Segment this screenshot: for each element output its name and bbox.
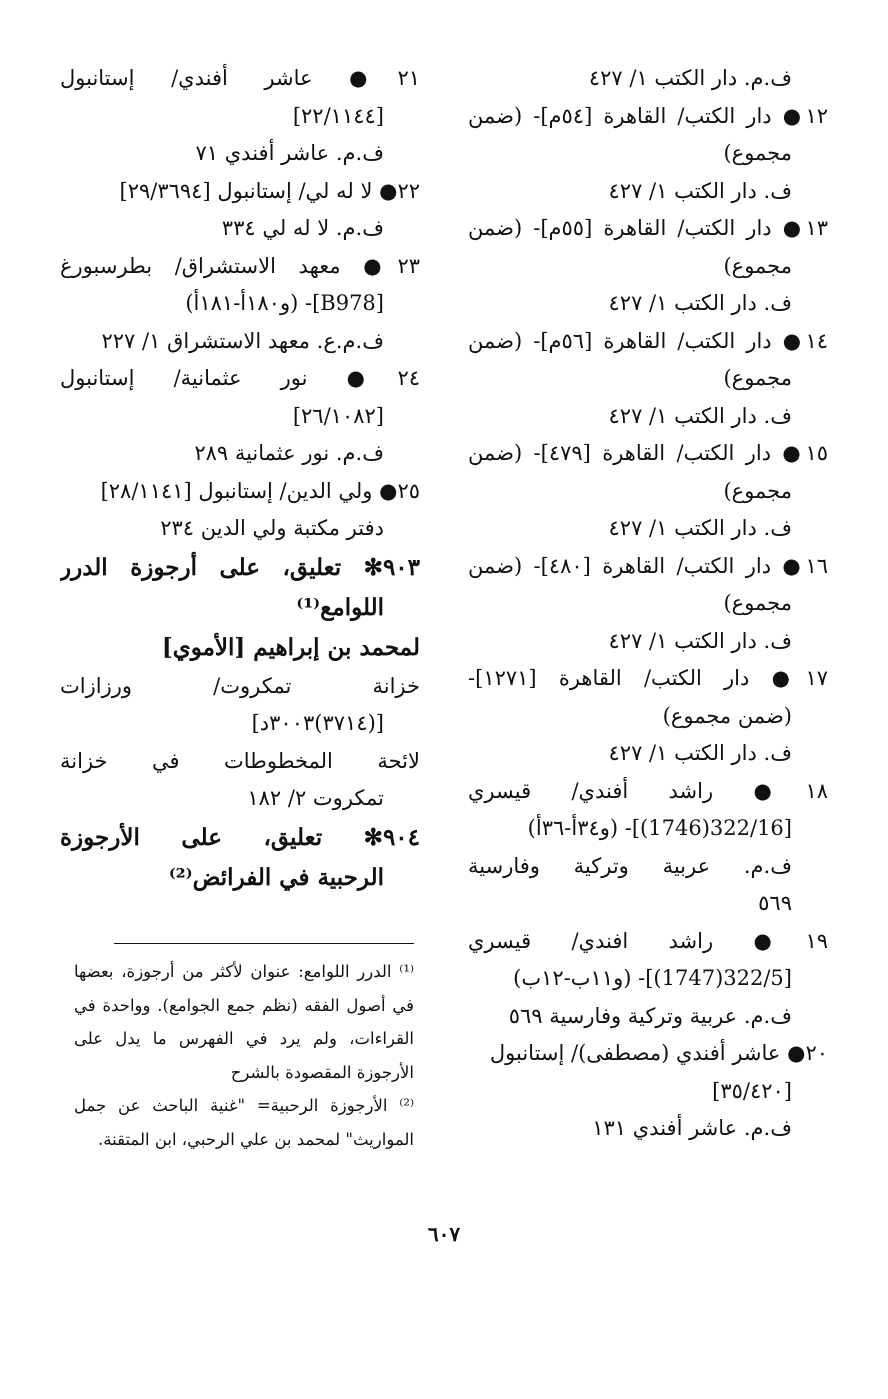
footnotes-line: الأرجوزة المقصودة بالشرح xyxy=(230,1062,414,1082)
right-column-line: ١٢● دار الكتب/ القاهرة [٥٤م]- (ضمن xyxy=(468,103,828,128)
right-column-line: ف.م. عاشر أفندي ١٣١ xyxy=(592,1116,792,1140)
left-column xyxy=(60,60,420,898)
left-column-line: دفتر مكتبة ولي الدين ٢٣٤ xyxy=(160,516,384,540)
left-column-line: ٢٤● نور عثمانية/ إستانبول xyxy=(60,366,420,390)
right-column-line: ١٥● دار الكتب/ القاهرة [٤٧٩]- (ضمن xyxy=(468,441,828,465)
left-column-line: [B978]- (و١٨٠أ-١٨١أ) xyxy=(185,291,384,315)
footnotes-line: في أصول الفقه (نظم جمع الجوامع). وواحدة في xyxy=(74,995,414,1015)
footnotes-line: ⁽¹⁾ الدرر اللوامع: عنوان لأكثر من أرجوزة، بعضها xyxy=(74,962,414,981)
left-column-line: [٢٦/١٠٨٢] xyxy=(292,403,384,428)
right-column-line: ١٣● دار الكتب/ القاهرة [٥٥م]- (ضمن xyxy=(468,216,828,240)
left-column-line: ٩٠٣✻ تعليق، على أرجوزة الدرر xyxy=(60,553,420,581)
footnotes-line: القراءات، ولم يرد في الفهرس ما يدل على xyxy=(74,1029,414,1048)
right-column-line: ١٨● راشد أفندي/ قيسري xyxy=(468,778,828,803)
right-column-line: ١٧● دار الكتب/ القاهرة [١٢٧١]- xyxy=(468,666,828,690)
left-column-line: ٢٢● لا له لي/ إستانبول [٢٩/٣٦٩٤] xyxy=(119,178,420,203)
right-column-line: ١٤● دار الكتب/ القاهرة [٥٦م]- (ضمن xyxy=(468,328,828,353)
left-column-line: الرحبية في الفرائض⁽²⁾ xyxy=(168,863,384,891)
right-column xyxy=(468,60,828,1148)
left-column-line: اللوامع⁽¹⁾ xyxy=(296,593,384,621)
right-column-line: ف. دار الكتب ١/ ٤٢٧ xyxy=(608,628,792,653)
left-column-line: ٢٣● معهد الاستشراق/ بطرسبورغ xyxy=(60,253,420,278)
left-column-line: ف.م. نور عثمانية ٢٨٩ xyxy=(194,441,384,465)
right-column-line: ٢٠● عاشر أفندي (مصطفى)/ إستانبول xyxy=(489,1041,828,1065)
left-column-line: خزانة تمكروت/ ورزازات xyxy=(60,673,420,698)
left-column-line: ف.م. عاشر أفندي ٧١ xyxy=(195,141,384,165)
left-column-line: ٩٠٤✻ تعليق، على الأرجوزة xyxy=(60,823,420,851)
footnotes-line: ⁽²⁾ الأرجوزة الرحبية= "غنية الباحث عن جمل xyxy=(74,1096,414,1115)
right-column-line: مجموع) xyxy=(723,591,792,615)
left-column-line: [٢٢/١١٤٤] xyxy=(292,103,384,128)
footnote-separator xyxy=(114,943,414,944)
right-column-line: ف. دار الكتب ١/ ٤٢٧ xyxy=(608,291,792,315)
right-column-line: ف. دار الكتب ١/ ٤٢٧ xyxy=(608,178,792,203)
footnotes xyxy=(74,955,414,1156)
left-column-line: ف.م. لا له لي ٣٣٤ xyxy=(221,216,384,240)
right-column-line: ١٦● دار الكتب/ القاهرة [٤٨٠]- (ضمن xyxy=(468,553,828,578)
footnotes-line: المواريث" لمحمد بن علي الرحبي، ابن المتقنة. xyxy=(98,1129,414,1149)
page-number: ٦٠٧ xyxy=(427,1222,461,1246)
left-column-line: لائحة المخطوطات في خزانة xyxy=(60,748,420,773)
right-column-line: ف.م. دار الكتب ١/ ٤٢٧ xyxy=(588,66,792,90)
right-column-line: مجموع) xyxy=(723,366,792,390)
right-column-line: مجموع) xyxy=(723,253,792,278)
left-column-line: ٢١● عاشر أفندي/ إستانبول xyxy=(60,66,420,90)
right-column-line: مجموع) xyxy=(723,478,792,503)
right-column-line: مجموع) xyxy=(723,141,792,165)
right-column-line: [322/16(1746)]- (و٣٤أ-٣٦أ) xyxy=(527,816,792,840)
right-column-line: (ضمن مجموع) xyxy=(662,703,792,728)
left-column-line: [(٣٧١٤)٣٠٠٣د] xyxy=(251,711,384,735)
right-column-line: ف.م. عربية وتركية وفارسية ٥٦٩ xyxy=(508,1003,792,1028)
right-column-line: [٣٥/٤٢٠] xyxy=(712,1078,792,1103)
right-column-line: ف. دار الكتب ١/ ٤٢٧ xyxy=(608,741,792,765)
left-column-line: ٢٥● ولي الدين/ إستانبول [٢٨/١١٤١] xyxy=(100,478,420,503)
left-column-line: تمكروت ٢/ ١٨٢ xyxy=(247,786,384,810)
right-column-line: ١٩● راشد افندي/ قيسري xyxy=(468,928,828,953)
right-column-line: ف.م. عربية وتركية وفارسية xyxy=(468,853,792,878)
right-column-line: ٥٦٩ xyxy=(758,891,792,915)
left-column-line: لمحمد بن إبراهيم [الأموي] xyxy=(161,633,420,661)
left-column-line: ف.م.ع. معهد الاستشراق ١/ ٢٢٧ xyxy=(101,328,384,353)
right-column-line: [322/5(1747)]- (و١١ب-١٢ب) xyxy=(513,966,792,990)
right-column-line: ف. دار الكتب ١/ ٤٢٧ xyxy=(608,516,792,540)
right-column-line: ف. دار الكتب ١/ ٤٢٧ xyxy=(608,403,792,428)
